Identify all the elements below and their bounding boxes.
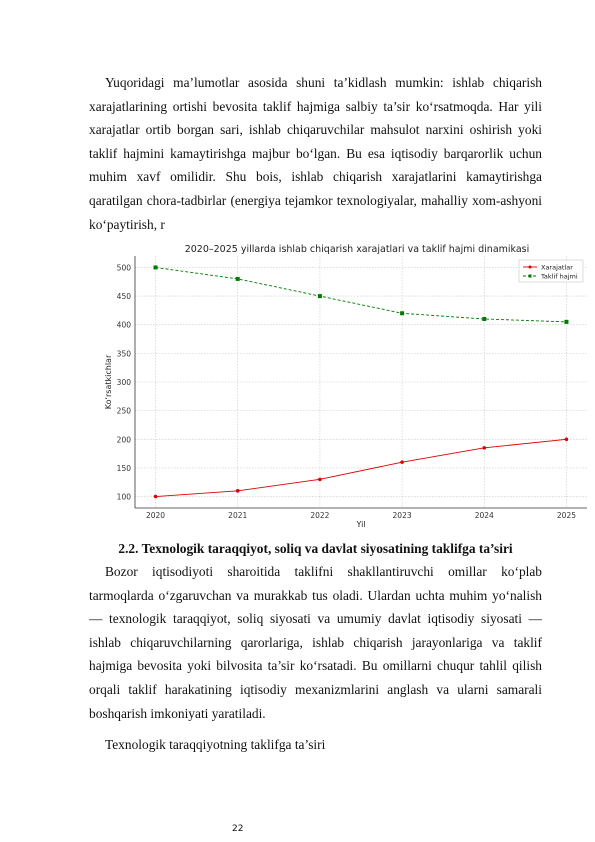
y-tick-label: 150 [116,463,131,473]
series-point [236,277,240,281]
x-tick-label: 2020 [145,511,166,520]
costs-supply-line-chart [90,240,590,530]
x-tick-label: 2025 [556,511,577,520]
chart-title: 2020–2025 yillarda ishlab chiqarish xarajatlari va taklif hajmi dinamikasi [184,244,530,255]
legend-label: Taklif hajmi [541,272,578,281]
y-tick-label: 400 [116,320,131,330]
page-number: 22 [232,824,244,834]
intro-paragraph: Yuqoridagi ma’lumotlar asosida shuni ta’kidlash mumkin: ishlab chiqarish xarajatlarining ortishi bevosita taklif hajmiga salbiy ta’sir ko‘rsatmoqda. Har yili xarajatlar ortib borgan sari, ishlab chiqaruvchilar mahsulot narxini oshirish yoki taklif hajmini kamaytirishga majbur bo‘lgan. Bu esa iqtisodiy barqarorlik uchun muhim xavf omilidir. Shu bois, ishlab chiqarish xarajatlarini kamaytirishga qaratilgan chora-tadbirlar (energiya tejamkor texnologiyalar, mahalliy xom-ashyoni ko‘paytirish, r [89,75,542,232]
y-tick-label: 300 [116,378,131,387]
series-point [318,294,322,298]
section-heading: 2.2. Texnologik taraqqiyot, soliq va davlat siyosatining taklifga ta’siri [118,541,513,556]
chart-axes [117,256,587,520]
x-axis-label: Yil [356,520,366,529]
x-tick-label: 2021 [228,511,248,520]
series-point [400,460,404,464]
series-point [565,437,569,441]
chart-gridlines [135,256,587,508]
chart-legend [519,260,583,282]
series-point [482,317,486,321]
y-tick-label: 250 [116,406,131,416]
body-paragraph: Bozor iqtisodiyoti sharoitida taklifni shakllantiruvchi omillar ko‘plab tarmoqlarda o‘zgaruvchan va murakkab tus oladi. Ulardan uchta muhim yo‘nalish — texnologik taraqqiyot, soliq siyosati va umumiy davlat iqtisodiy siyosati — ishlab chiqaruvchilarning qarorlariga, ishlab chiqarish jarayonlariga va taklif hajmiga bevosita yoki bilvosita ta’sir ko‘rsatadi. Bu omillarni chuqur tahlil qilish orqali taklif harakatining iqtisodiy mexanizmlarini anglash va ularni samarali boshqarish imkoniyati yaratiladi. [89,564,542,721]
y-tick-label: 350 [116,349,131,359]
series-point [318,478,322,482]
series-point [236,489,240,493]
y-axis-label: Ko‘rsatkichlar [104,354,113,410]
legend-marker [529,266,532,269]
series-line-1 [156,267,567,321]
x-tick-label: 2023 [392,511,412,520]
series-point [482,446,486,450]
series-point [154,265,158,269]
subheading-line: Texnologik taraqqiyotning taklifga ta’siri [105,737,326,752]
x-tick-label: 2024 [474,511,494,520]
y-tick-label: 450 [116,292,131,302]
series-point [154,495,158,499]
series-point [564,320,568,324]
y-tick-label: 200 [116,435,131,445]
legend-marker [529,275,532,278]
y-tick-label: 500 [116,263,131,273]
x-tick-label: 2022 [310,511,330,520]
series-point [400,311,404,315]
legend-label: Xarajatlar [541,263,573,272]
y-tick-label: 100 [116,492,131,502]
